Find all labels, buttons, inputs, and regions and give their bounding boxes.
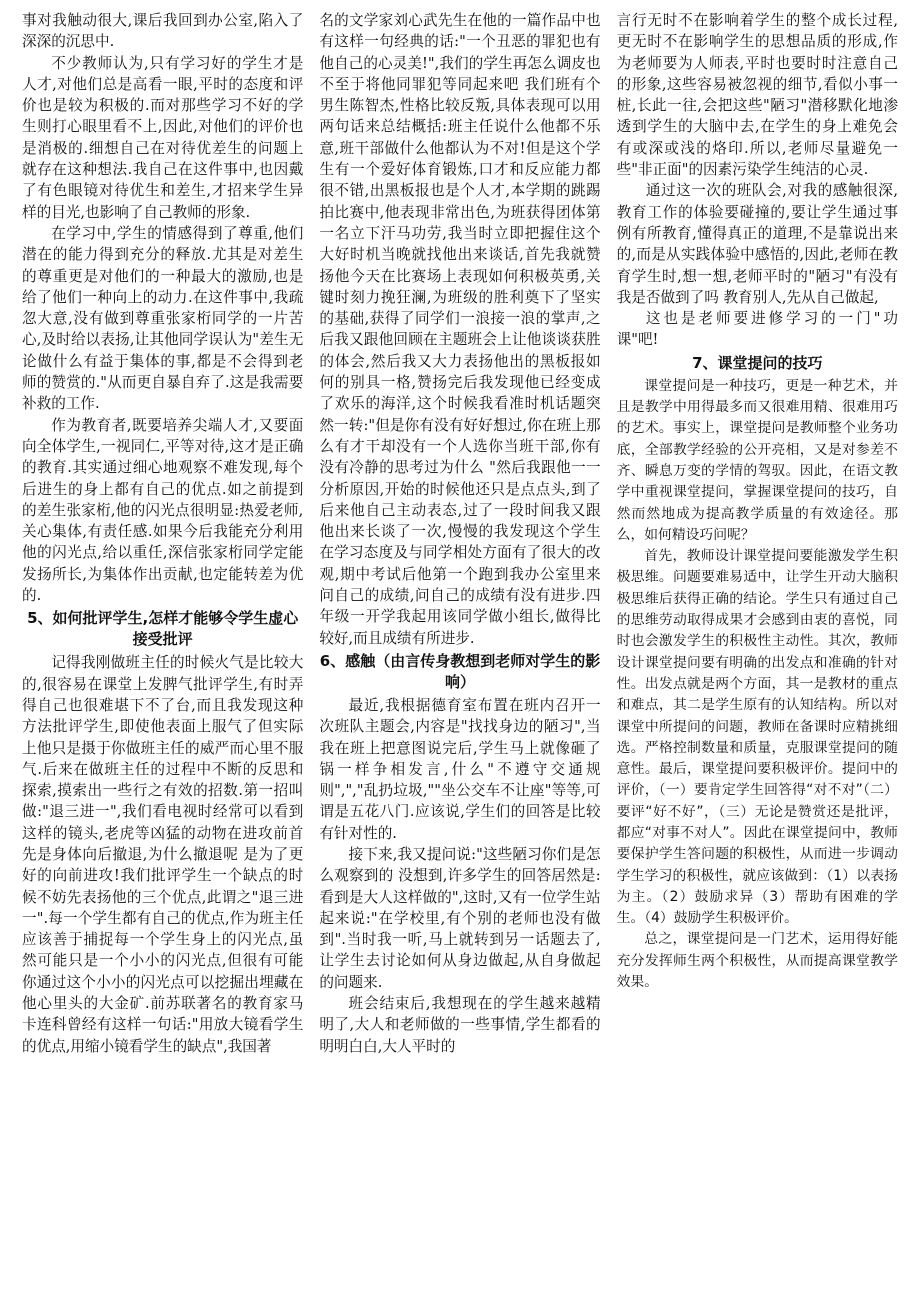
paragraph: 事对我触动很大,课后我回到办公室,陷入了深深的沉思中. bbox=[22, 12, 304, 51]
paragraph: 名的文学家刘心武先生在他的一篇作品中也有这样一句经典的话:"一个丑恶的罪犯也有他自己的心灵美!",我们的学生再怎么调皮也不至于将他同罪犯等同起来吧 我们班有个男生陈智杰,性格比较反叛,具体表现可以用两句话来总结概括:班主任说什么他都不乐意,班干部做什么他都认为不对!但是这个学生有一个爱好体育锻炼,口才和反应能力都很不错,出黑板报也是个人才,本学期的跳踢拍比赛中,他表现非常出色,为班获得团体第一名立下汗马功劳,我当时立即把握住这个大好时机当晚就找他出来谈话,首先我就赞扬他今天在比赛场上表现如何积极英勇,关键时刻力挽狂澜,为班级的胜利奠下了坚实的基础,获得了同学们一浪接一浪的掌声,之后我又跟他回顾在主题班会上让他谈谈获胜的体会,然后我又大力表扬他出的黑板报如何的别具一格,赞扬完后我发现他已经变成了欢乐的海洋,这个时候我看准时机话题突然一转:"但是你有没有好好想过,你在班上那么有才干却没有一个人选你当班干部,你有没有冷静的思考过为什么 "然后我跟他一一分析原因,开始的时候他还只是点点头,到了后来他自己主动表态,过了一段时间我又跟他出来长谈了一次,慢慢的我发现这个学生在学习态度及与同学相处方面有了很大的改观,期中考试后他第一个跑到我办公室里来问自己的成绩,问自己的成绩有没有进步.四年级一开学我起用该同学做小组长,做得比较好,而且成绩有所进步. bbox=[319, 12, 601, 647]
paragraph: 通过这一次的班队会,对我的感触很深,教育工作的体验要碰撞的,要让学生通过事例有所教育,懂得真正的道理,不是靠说出来的,而是从实践体验中感悟的,因此,老师在教育学生时,想一想,老师平时的"陋习"有没有我是否做到了吗 教育别人,先从自己做起, bbox=[616, 182, 898, 306]
paragraph: 不少教师认为,只有学习好的学生才是人才,对他们总是高看一眼,平时的态度和评价也是较为积极的.而对那些学习不好的学生则打心眼里看不上,因此,对他们的评价也是消极的.细想自己在对待优差生的问题上就存在这种想法.我自己在这件事中,也因戴了有色眼镜对待优生和差生,才招来学生异样的目光,也影响了自己教师的形象. bbox=[22, 54, 304, 221]
paragraph: 记得我刚做班主任的时候火气是比较大的,很容易在课堂上发脾气批评学生,有时弄得自己也很难堪下不了台,而且我发现这种方法批评学生,即使他表面上服气了但实际上他只是摄于你做班主任的威严而心里不服气.后来在做班主任的过程中不断的反思和探索,摸索出一些行之有效的招数.第一招叫做:"退三进一",我们看电视时经常可以看到这样的镜头,老虎等凶猛的动物在进攻前首先是身体向后撤退,为什么撤退呢 是为了更好的向前进攻!我们批评学生一个缺点的时候不妨先表扬他的三个优点,此谓之"退三进一".每一个学生都有自己的优点,作为班主任应该善于捕捉每一个学生身上的闪光点,虽然可能只是一个小小的闪光点,但很有可能你通过这个小小的闪光点可以挖掘出埋藏在他心里头的大金矿.前苏联著名的教育家马卡连科曾经有这样一句话:"用放大镜看学生的优点,用缩小镜看学生的缺点",我国著 bbox=[22, 654, 304, 1055]
paragraph: 作为教育者,既要培养尖端人才,又要面向全体学生,一视同仁,平等对待,这才是正确的教育.其实通过细心地观察不难发现,每个后进生的身上都有自己的优点.如之前提到的差生张家桁,他的闪光点很明显:热爱老师,关心集体,有责任感.如果今后我能充分利用他的闪光点,给以重任,深信张家桁同学定能发扬所长,为集体作出贡献,也定能转差为优的. bbox=[22, 416, 304, 605]
paragraph: 在学习中,学生的情感得到了尊重,他们潜在的能力得到充分的释放.尤其是对差生的尊重更是对他们的一种最大的激励,也是给了他们一种向上的动力.在这件事中,我疏忽大意,没有做到尊重张家桁同学的一片苦心,及时给以表扬,让其他同学误认为"差生无论做什么有益于集体的事,都是不会得到老师的赞赏的."从而更自暴自弃了.这是我需要补救的工作. bbox=[22, 224, 304, 413]
paragraph: 总之，课堂提问是一门艺术，运用得好能充分发挥师生两个积极性，从而提高课堂教学效果。 bbox=[616, 931, 898, 991]
paragraph: 班会结束后,我想现在的学生越来越精明了,大人和老师做的一些事情,学生都看的明明白白,大人平时的 bbox=[319, 995, 601, 1055]
paragraph: 言行无时不在影响着学生的整个成长过程,更无时不在影响学生的思想品质的形成,作为老师要为人师表,平时也要时时注意自己的形象,这些容易被忽视的细节,看似小事一桩,长此一往,会把这些"陋习"潜移默化地渗透到学生的大脑中去,在学生的身上难免会有或深或浅的烙印.所以,老师尽量避免一些"非正面"的因素污染学生纯洁的心灵. bbox=[616, 12, 898, 179]
paragraph: 首先，教师设计课堂提问要能激发学生积极思维。问题要难易适中，让学生开动大脑积极思维后获得正确的结论。学生只有通过自己的思维劳动取得成果才会感到由衷的喜悦，同时也会激发学生的积极性主动性。其次，教师设计课堂提问要有明确的出发点和准确的针对性。出发点就是两个方面，其一是教材的重点和难点，其二是学生原有的认知结构。所以对课堂中所提问的问题，教师在备课时应精挑细选。严格控制数量和质量，克服课堂提问的随意性。最后，课堂提问要积极评价。提问中的评价，（一）要肯定学生回答得“对不对”（二）要评“好不好”，（三）无论是赞赏还是批评，都应“对事不对人”。因此在课堂提问中，教师要保护学生答问题的积极性，从而进一步调动学生学习的积极性，就应该做到：（1）以表扬为主。（2）鼓励求异（3）帮助有困难的学生。（4）鼓励学生积极评价。 bbox=[616, 548, 898, 927]
column-3 bbox=[617, 10, 898, 1292]
paragraph: 最近,我根据德育室布置在班内召开一次班队主题会,内容是"找找身边的陋习",当我在班上把意图说完后,学生马上就像砸了锅一样争相发言,什么"不遵守交通规则",","乱扔垃圾,""坐公交车不让座"等等,可谓是五花八门.应该说,学生们的回答是比较有针对性的. bbox=[319, 696, 601, 842]
column-2 bbox=[319, 10, 600, 1292]
column-1 bbox=[22, 10, 303, 1292]
document-page bbox=[22, 10, 898, 1292]
paragraph: 课堂提问是一种技巧，更是一种艺术，并且是教学中用得最多而又很难用精、很难用巧的艺术。事实上，课堂提问是教师整个业务功底，全部教学经验的公开亮相，又是对参差不齐、瞬息万变的学情的驾驭。因此，在语文教学中重视课堂提问，掌握课堂提问的技巧，自然而然地成为提高教学质量的有效途径。那么，如何精设巧问呢？ bbox=[616, 377, 898, 543]
section-heading: 7、课堂提问的技巧 bbox=[692, 353, 823, 372]
section-heading: 5、如何批评学生,怎样才能够令学生虚心接受批评 bbox=[27, 609, 299, 649]
paragraph: 接下来,我又提问说:"这些陋习你们是怎么观察到的 没想到,许多学生的回答居然是:看到是大人这样做的",这时,又有一位学生站起来说:"在学校里,有个别的老师也没有做到".当时我一听,马上就转到另一话题去了,让学生去讨论如何从身边做起,从自身做起的问题来. bbox=[319, 845, 601, 991]
paragraph: 这也是老师要进修学习的一门"功课"吧! bbox=[616, 310, 898, 349]
section-heading: 6、感触（由言传身教想到老师对学生的影响） bbox=[319, 651, 601, 691]
